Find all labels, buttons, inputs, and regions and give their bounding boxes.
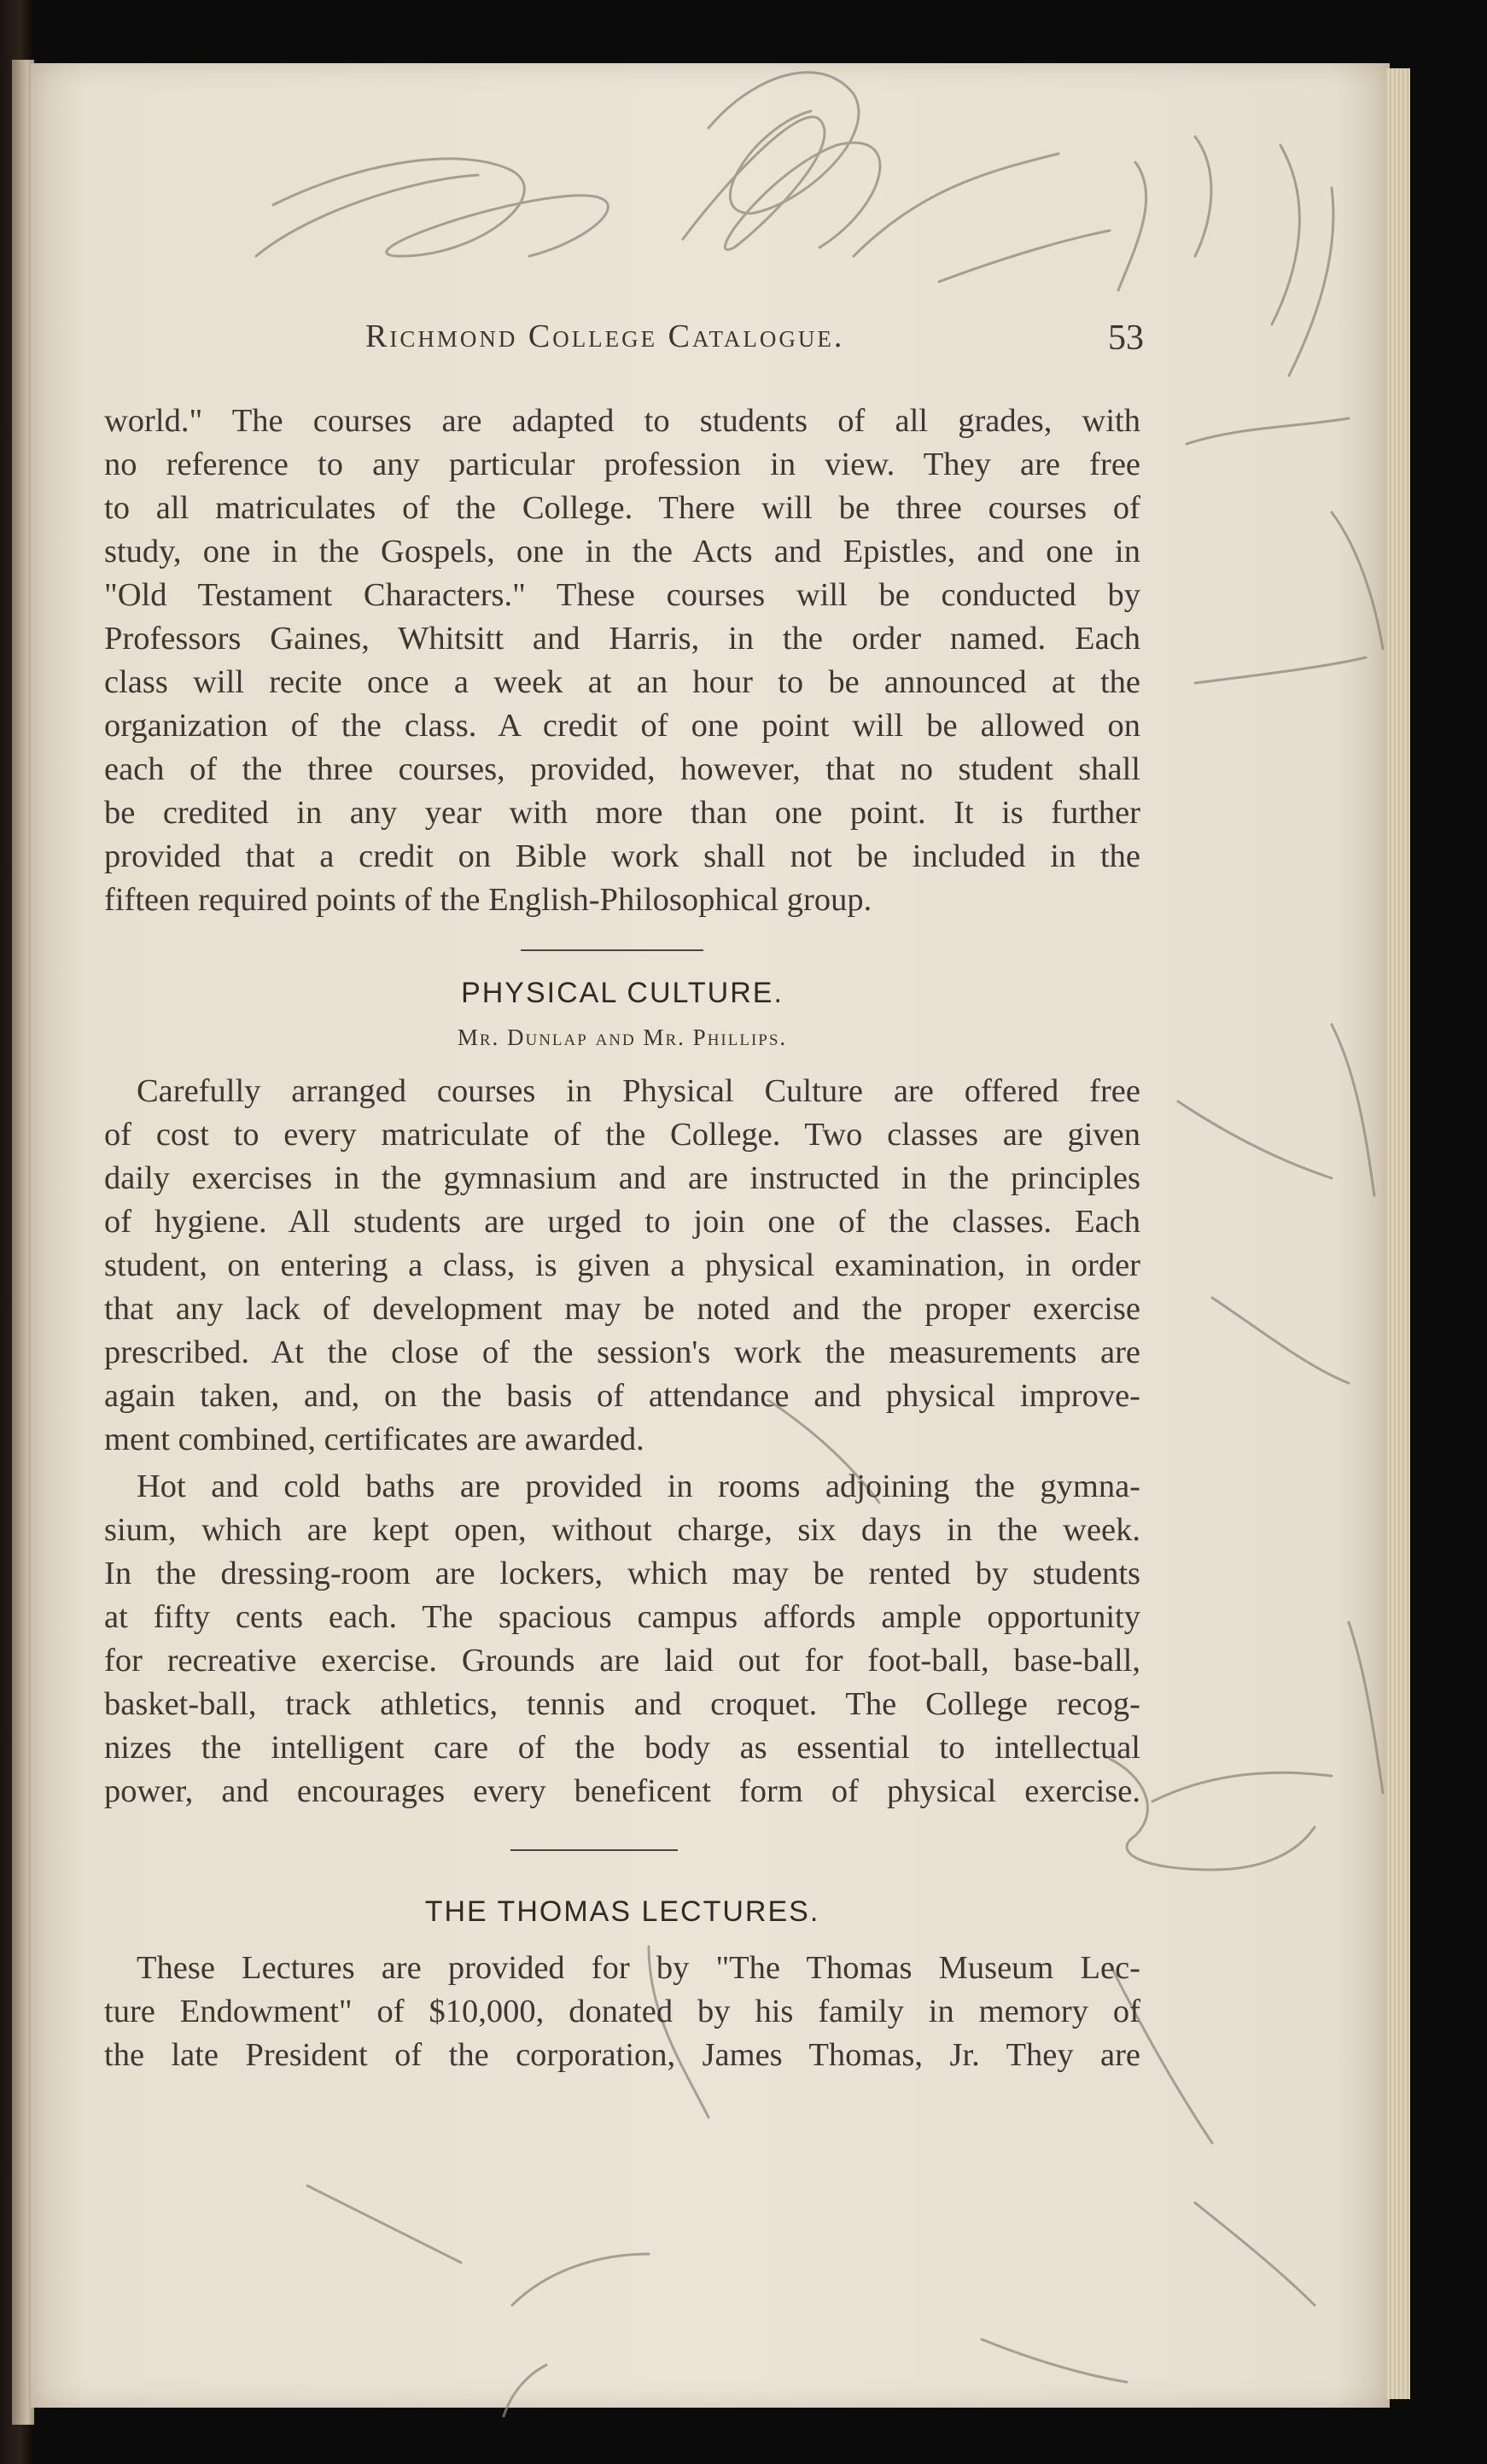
text-line: ture Endowment" of $10,000, donated by his family in memory of bbox=[104, 1994, 1140, 2029]
section-divider bbox=[521, 949, 703, 951]
page-number: 53 bbox=[1108, 318, 1144, 358]
text-line: world." The courses are adapted to students of all grades, with bbox=[104, 403, 1140, 439]
text-line: be credited in any year with more than one point. It is further bbox=[104, 795, 1140, 831]
instructors-line: Mr. Dunlap and Mr. Phillips. bbox=[457, 1025, 788, 1050]
text-line: provided that a credit on Bible work shall not be included in the bbox=[104, 838, 1140, 874]
text-line: "Old Testament Characters." These courses will be conducted by bbox=[104, 577, 1140, 613]
text-line: In the dressing-room are lockers, which may be rented by students bbox=[104, 1556, 1140, 1591]
text-line: class will recite once a week at an hour to be announced at the bbox=[104, 664, 1140, 700]
text-line: prescribed. At the close of the session's work the measurements are bbox=[104, 1334, 1140, 1370]
text-line: of hygiene. All students are urged to join one of the classes. Each bbox=[104, 1204, 1140, 1240]
text-line: at fifty cents each. The spacious campus affords ample opportunity bbox=[104, 1599, 1140, 1635]
section-divider bbox=[510, 1849, 678, 1851]
text-line: each of the three courses, provided, however, that no student shall bbox=[104, 751, 1140, 787]
text-line: Professors Gaines, Whitsitt and Harris, in the order named. Each bbox=[104, 621, 1140, 657]
running-title: Richmond College Catalogue. bbox=[365, 318, 845, 354]
section-heading-thomas-lectures: THE THOMAS LECTURES. bbox=[424, 1895, 820, 1928]
text-line: nizes the intelligent care of the body as essential to intellectual bbox=[104, 1730, 1140, 1766]
text-line: fifteen required points of the English-Philosophical group. bbox=[104, 882, 872, 918]
text-line: basket-ball, track athletics, tennis and croquet. The College recog- bbox=[104, 1686, 1140, 1722]
text-line: These Lectures are provided for by "The Thomas Museum Lec- bbox=[137, 1950, 1140, 1986]
text-line: Carefully arranged courses in Physical Culture are offered free bbox=[137, 1073, 1140, 1109]
section-heading-physical-culture: PHYSICAL CULTURE. bbox=[461, 977, 784, 1009]
text-line: for recreative exercise. Grounds are laid out for foot-ball, base-ball, bbox=[104, 1643, 1140, 1679]
text-line: student, on entering a class, is given a physical examination, in order bbox=[104, 1247, 1140, 1283]
text-line: daily exercises in the gymnasium and are instructed in the principles bbox=[104, 1160, 1140, 1196]
text-line: Hot and cold baths are provided in rooms adjoining the gymna- bbox=[137, 1468, 1140, 1504]
text-line: of cost to every matriculate of the College. Two classes are given bbox=[104, 1117, 1140, 1153]
running-header bbox=[102, 318, 1144, 360]
text-line: sium, which are kept open, without charge, six days in the week. bbox=[104, 1512, 1140, 1548]
text-line: to all matriculates of the College. There will be three courses of bbox=[104, 490, 1140, 526]
text-line: power, and encourages every beneficent form of physical exercise. bbox=[104, 1773, 1140, 1809]
text-line: study, one in the Gospels, one in the Acts and Epistles, and one in bbox=[104, 534, 1140, 569]
text-line: no reference to any particular profession in view. They are free bbox=[104, 447, 1140, 482]
text-line: again taken, and, on the basis of attendance and physical improve- bbox=[104, 1378, 1140, 1414]
text-line: that any lack of development may be noted and the proper exercise bbox=[104, 1291, 1140, 1327]
text-line: the late President of the corporation, James Thomas, Jr. They are bbox=[104, 2037, 1140, 2073]
text-line: ment combined, certificates are awarded. bbox=[104, 1422, 644, 1457]
text-line: organization of the class. A credit of one point will be allowed on bbox=[104, 708, 1140, 744]
